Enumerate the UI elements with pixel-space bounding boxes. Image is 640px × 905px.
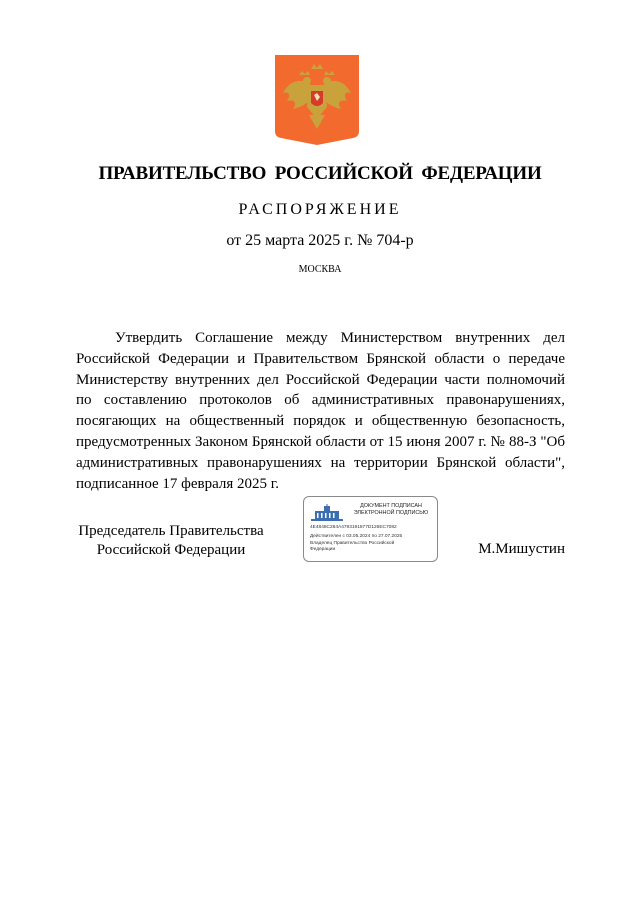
document-type: РАСПОРЯЖЕНИЕ [238,201,402,218]
signer-position-line2: Российской Федерации [96,542,246,558]
coat-of-arms-icon [275,55,359,145]
document-city: МОСКВА [298,264,342,275]
stamp-validity: Действителен с 03.05.2024 по 27.07.2025 [310,534,403,539]
stamp-owner-line1: Владелец Правительство Российской [310,541,395,546]
document-date-number: от 25 марта 2025 г. № 704-р [226,232,414,249]
government-title: ПРАВИТЕЛЬСТВО РОССИЙСКОЙ ФЕДЕРАЦИИ [98,163,542,184]
order-text: Утвердить Соглашение между Министерством внутренних дел Российской Федерации и Правительством Брянской области о передаче Министерству внутренних дел Российской Федерации части полномочий по составлению протоколов об административных правонарушениях, посягающих на общественный порядок и общественную безопасность, предусмотренных Законом Брянской области от 15 июня 2007 г. № 88-З "Об административных правонарушениях на территории Брянской области", подписанное 17 февраля 2025 г. [76,330,565,492]
signer-name: М.Мишустин [478,541,565,557]
stamp-owner-line2: Федерации [310,547,336,552]
stamp-certificate: 4E4848C284A4793191877D126EC7082 [310,525,397,530]
stamp-title-line2: ЭЛЕКТРОННОЙ ПОДПИСЬЮ [353,510,429,517]
government-building-icon [309,504,345,522]
signer-position-line1: Председатель Правительства [78,523,264,539]
signer-position [76,522,266,560]
stamp-title [344,503,438,517]
stamp-title-line1: ДОКУМЕНТ ПОДПИСАН [360,503,422,509]
electronic-signature-stamp [303,496,438,562]
